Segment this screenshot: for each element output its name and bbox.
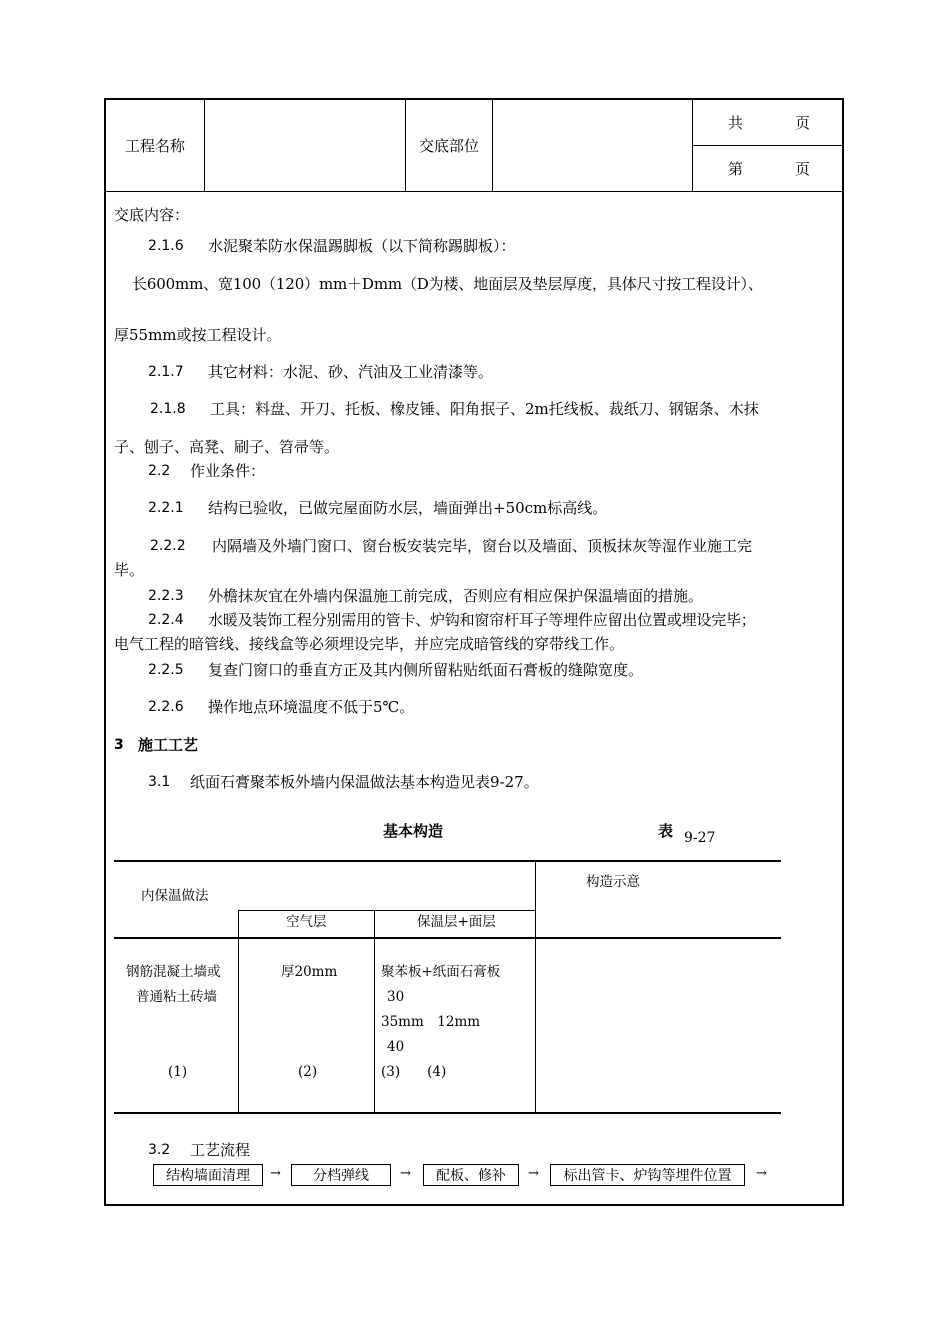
clause-text: 其它材料：水泥、砂、汽油及工业清漆等。 bbox=[208, 363, 494, 381]
table-number: 9-27 bbox=[684, 830, 716, 846]
clause-text: 作业条件： bbox=[190, 462, 266, 480]
table-top-rule bbox=[114, 860, 781, 862]
table-subheader-air: 空气层 bbox=[286, 914, 327, 930]
clause-text: 结构已验收，已做完屋面防水层，墙面弹出+50cm标高线。 bbox=[208, 499, 608, 517]
flow-step: 结构墙面清理 bbox=[153, 1164, 263, 1186]
clause-text: 水暖及装饰工程分别需用的管卡、炉钩和窗帘杆耳子等埋件应留出位置或埋设完毕； bbox=[208, 611, 756, 629]
flow-step: 配板、修补 bbox=[423, 1164, 519, 1186]
section-heading: 施工工艺 bbox=[138, 736, 199, 754]
clause-number: 2.2.2 bbox=[150, 538, 186, 554]
clause-text: 纸面石膏聚苯板外墙内保温做法基本构造见表9-27。 bbox=[190, 773, 539, 791]
process-heading: 工艺流程 bbox=[190, 1141, 251, 1159]
clause-number: 2.1.6 bbox=[148, 238, 184, 254]
clause-number: 2.2.3 bbox=[148, 588, 184, 604]
table-cell-insulation: 30 bbox=[387, 989, 405, 1005]
table-subheader-insulation: 保温层+面层 bbox=[417, 914, 496, 930]
table-cell-insulation: 40 bbox=[387, 1039, 405, 1055]
table-title: 基本构造 bbox=[383, 822, 444, 840]
total-pages-label: 共 bbox=[728, 114, 744, 132]
project-name-label: 工程名称 bbox=[124, 137, 185, 155]
table-cell-index: (3) (4) bbox=[381, 1064, 447, 1080]
table-cell-index: (2) bbox=[298, 1064, 318, 1080]
clause-text: 工具：料盘、开刀、托板、橡皮锤、阳角抿子、2m托线板、裁纸刀、钢锯条、木抹 bbox=[210, 400, 759, 418]
table-subheader-rule bbox=[239, 910, 535, 911]
handover-part-label: 交底部位 bbox=[418, 137, 479, 155]
content-intro: 交底内容： bbox=[114, 206, 190, 224]
clause-text: 毕。 bbox=[114, 561, 145, 579]
clause-number: 2.2.5 bbox=[148, 662, 184, 678]
table-column-divider bbox=[374, 910, 375, 1113]
table-bottom-rule bbox=[114, 1112, 781, 1114]
header-divider bbox=[692, 100, 693, 192]
clause-number: 3.2 bbox=[148, 1142, 171, 1158]
clause-text: 厚55mm或按工程设计。 bbox=[114, 326, 282, 344]
clause-number: 2.1.7 bbox=[148, 364, 184, 380]
table-label: 表 bbox=[658, 822, 674, 840]
handover-part-value bbox=[493, 100, 692, 191]
clause-text: 长600mm、宽100（120）mm＋Dmm（D为楼、地面层及垫层厚度，具体尺寸按工程设计）、 bbox=[132, 275, 763, 293]
table-cell-wall: 普通粘土砖墙 bbox=[136, 989, 217, 1005]
table-cell-index: (1) bbox=[168, 1064, 188, 1080]
table-column-divider bbox=[535, 861, 536, 1113]
table-cell-insulation: 35mm 12mm bbox=[381, 1014, 481, 1030]
table-column-divider bbox=[238, 910, 239, 1113]
clause-text: 电气工程的暗管线、接线盒等必须埋设完毕，并应完成暗管线的穿带线工作。 bbox=[114, 635, 625, 653]
flow-arrow-icon: → bbox=[756, 1166, 767, 1181]
clause-text: 外檐抹灰宜在外墙内保温施工前完成，否则应有相应保护保温墙面的措施。 bbox=[208, 587, 704, 605]
header-bottom-line bbox=[106, 191, 844, 192]
project-name-value bbox=[205, 100, 405, 191]
page-number-label: 第 bbox=[728, 160, 744, 178]
table-header-diagram: 构造示意 bbox=[586, 874, 640, 890]
table-header-method: 内保温做法 bbox=[141, 888, 209, 904]
total-pages-unit: 页 bbox=[795, 114, 811, 132]
flow-step: 分档弹线 bbox=[291, 1164, 391, 1186]
clause-text: 内隔墙及外墙门窗口、窗台板安装完毕，窗台以及墙面、顶板抹灰等湿作业施工完 bbox=[212, 537, 753, 555]
table-cell-wall: 钢筋混凝土墙或 bbox=[126, 964, 221, 980]
clause-text: 复查门窗口的垂直方正及其内侧所留粘贴纸面石膏板的缝隙宽度。 bbox=[208, 661, 644, 679]
page-number-unit: 页 bbox=[795, 160, 811, 178]
flow-arrow-icon: → bbox=[400, 1166, 411, 1181]
clause-number: 2.2.1 bbox=[148, 500, 184, 516]
header-divider bbox=[692, 145, 844, 146]
clause-text: 子、刨子、高凳、刷子、笤帚等。 bbox=[114, 438, 340, 456]
section-number: 3 bbox=[114, 737, 124, 753]
flow-arrow-icon: → bbox=[270, 1166, 281, 1181]
flow-step: 标出管卡、炉钩等埋件位置 bbox=[550, 1164, 745, 1186]
clause-text: 水泥聚苯防水保温踢脚板（以下简称踢脚板）： bbox=[208, 237, 516, 255]
flow-arrow-icon: → bbox=[528, 1166, 539, 1181]
clause-number: 2.2 bbox=[148, 463, 171, 479]
clause-number: 2.2.6 bbox=[148, 699, 184, 715]
table-cell-insulation: 聚苯板+纸面石膏板 bbox=[381, 964, 501, 980]
table-header-rule bbox=[114, 937, 781, 939]
table-cell-air: 厚20mm bbox=[281, 964, 338, 980]
clause-number: 2.2.4 bbox=[148, 612, 184, 628]
clause-text: 操作地点环境温度不低于5℃。 bbox=[208, 698, 415, 716]
clause-number: 3.1 bbox=[148, 774, 171, 790]
clause-number: 2.1.8 bbox=[150, 401, 186, 417]
